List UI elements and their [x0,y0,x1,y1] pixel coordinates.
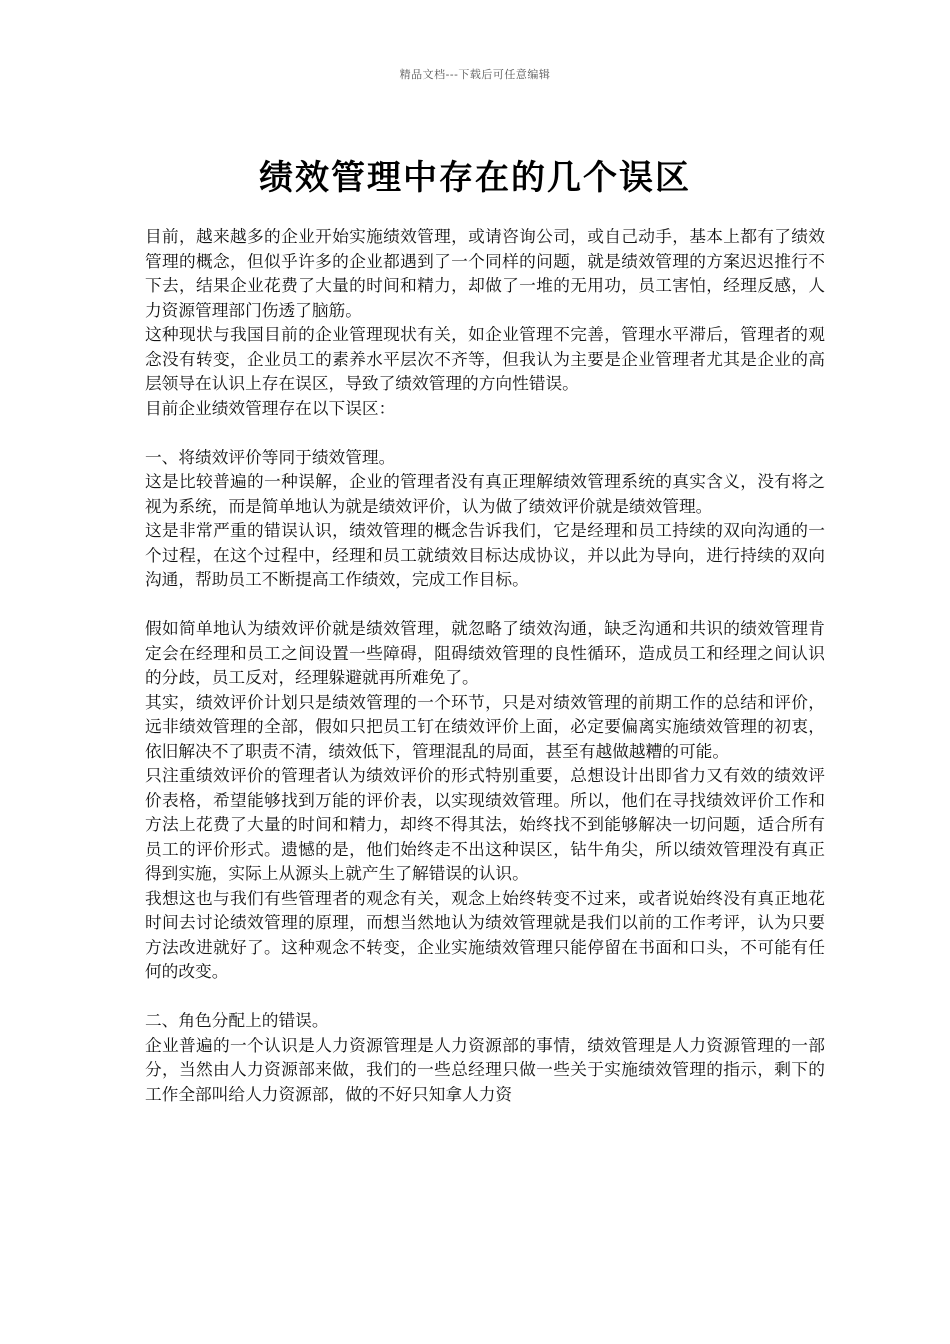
paragraph-section-1a: 这是比较普遍的一种误解，企业的管理者没有真正理解绩效管理系统的真实含义，没有将之视为系统，而是简单地认为就是绩效评价，认为做了绩效评价就是绩效管理。 [145,471,825,516]
paragraph-section-1e: 只注重绩效评价的管理者认为绩效评价的形式特别重要，总想设计出即省力又有效的绩效评价表格，希望能够找到万能的评价表，以实现绩效管理。所以，他们在寻找绩效评价工作和方法上花费了大量的时间和精力，却终不得其法，始终找不到能够解决一切问题，适合所有员工的评价形式。遗憾的是，他们始终走不出这种误区，钻牛角尖，所以绩效管理没有真正得到实施，实际上从源头上就产生了解错误的认识。 [145,765,825,883]
paragraph-section-1c: 假如简单地认为绩效评价就是绩效管理，就忽略了绩效沟通，缺乏沟通和共识的绩效管理肯定会在经理和员工之间设置一些障碍，阻碍绩效管理的良性循环，造成员工和经理之间认识的分歧，员工反对，经理躲避就再所难免了。 [145,618,825,687]
paragraph-section-2a: 企业普遍的一个认识是人力资源管理是人力资源部的事情，绩效管理是人力资源管理的一部分，当然由人力资源部来做，我们的一些总经理只做一些关于实施绩效管理的指示，剩下的工作全部叫给人力资源部，做的不好只知拿人力资 [145,1034,825,1104]
paragraph-cause: 这种现状与我国目前的企业管理现状有关，如企业管理不完善，管理水平滞后，管理者的观念没有转变，企业员工的素养水平层次不齐等，但我认为主要是企业管理者尤其是企业的高层领导在认识上存在误区，导致了绩效管理的方向性错误。 [145,324,825,393]
blank-line [145,420,825,445]
paragraph-intro: 目前，越来越多的企业开始实施绩效管理，或请咨询公司，或自己动手，基本上都有了绩效管理的概念，但似乎许多的企业都遇到了一个同样的问题，就是绩效管理的方案迟迟推行不下去，结果企业花费了大量的时间和精力，却做了一堆的无用功，员工害怕，经理反感，人力资源管理部门伤透了脑筋。 [145,226,825,320]
paragraph-section-1b: 这是非常严重的错误认识，绩效管理的概念告诉我们，它是经理和员工持续的双向沟通的一个过程，在这个过程中，经理和员工就绩效目标达成协议，并以此为导向，进行持续的双向沟通，帮助员工不断提高工作绩效，完成工作目标。 [145,520,825,589]
page-header-watermark: 精品文档---下载后可任意编辑 [399,68,551,81]
paragraph-section-1f: 我想这也与我们有些管理者的观念有关，观念上始终转变不过来，或者说始终没有真正地花时间去讨论绩效管理的原理，而想当然地认为绩效管理就是我们以前的工作考评，认为只要方法改进就好了。这种观念不转变，企业实施绩效管理只能停留在书面和口头，不可能有任何的改变。 [145,887,825,981]
document-body [145,224,825,1106]
paragraph-section-1d: 其实，绩效评价计划只是绩效管理的一个环节，只是对绩效管理的前期工作的总结和评价，远非绩效管理的全部，假如只把员工钉在绩效评价上面，必定要偏离实施绩效管理的初衷，依旧解决不了职责不清，绩效低下，管理混乱的局面，甚至有越做越糟的可能。 [145,691,825,761]
blank-line [145,592,825,617]
paragraph-misconceptions-lead: 目前企业绩效管理存在以下误区： [145,397,396,418]
document-title: 绩效管理中存在的几个误区 [259,158,691,198]
blank-line [145,984,825,1009]
section-heading-1: 一、将绩效评价等同于绩效管理。 [145,446,396,467]
section-heading-2: 二、角色分配上的错误。 [145,1010,329,1030]
